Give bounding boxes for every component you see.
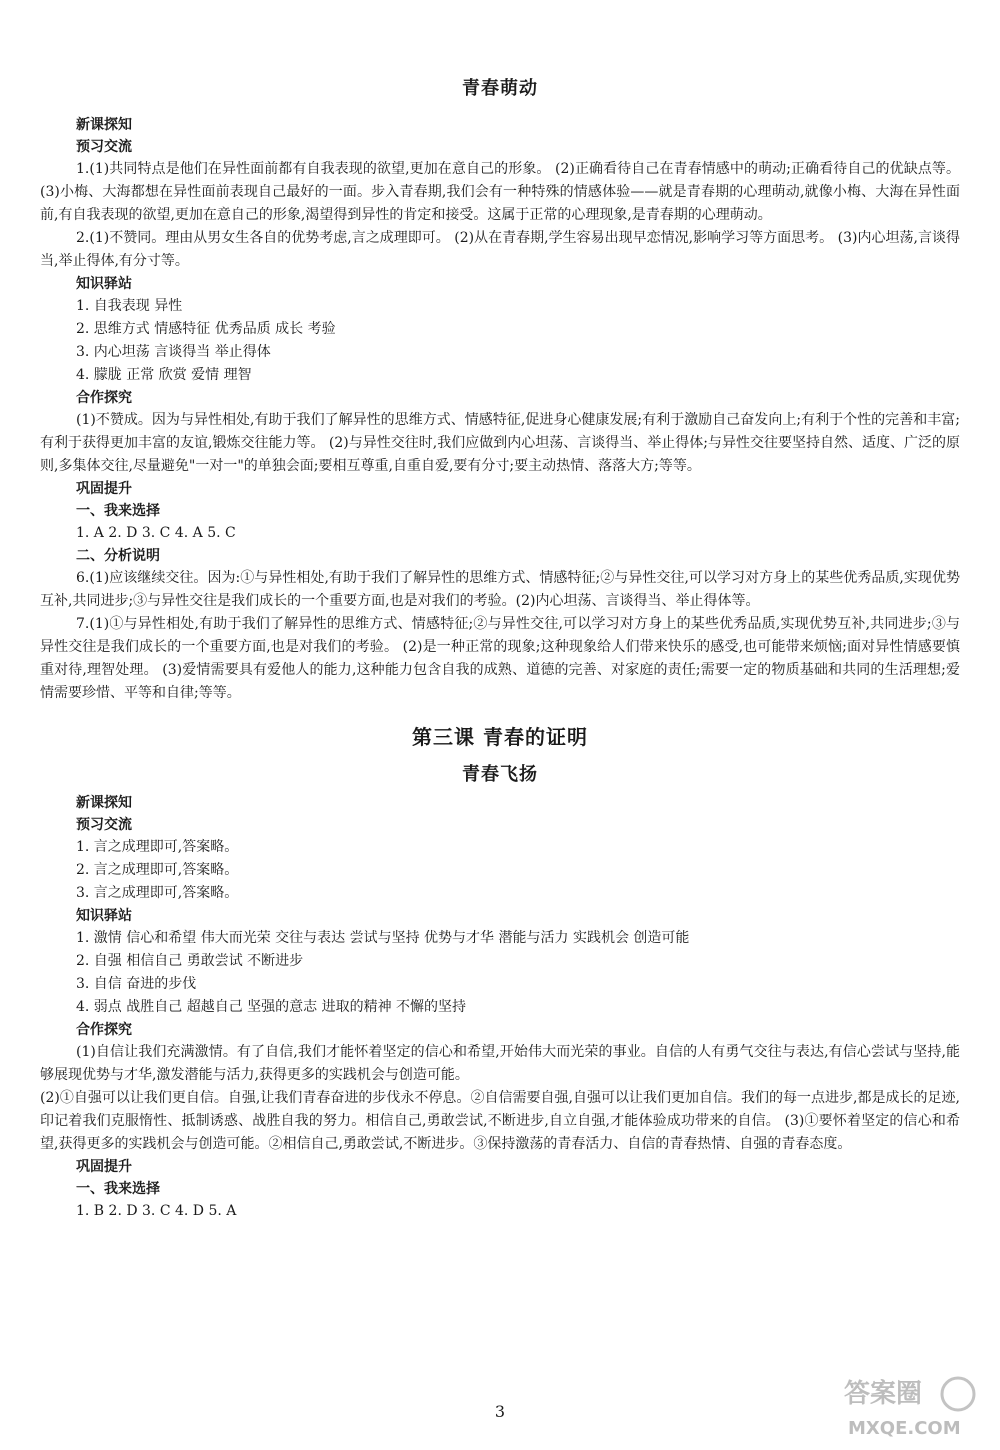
knowledge-line: 1. 激情 信心和希望 伟大而光荣 交往与表达 尝试与坚持 优势与才华 潜能与活力 实践机会 创造可能: [76, 930, 690, 946]
answer-paragraph: 2.(1)不赞同。理由从男女生各自的优势考虑,言之成理即可。 (2)从在青春期,学生容易出现早恋情况,影响学习等方面思考。 (3)内心坦荡,言谈得当,举止得体,有分寸等。: [40, 230, 960, 269]
watermark-circle: [942, 1378, 974, 1410]
answer-paragraph: 6.(1)应该继续交往。因为:①与异性相处,有助于我们了解异性的思维方式、情感特征;②与异性交往,可以学习对方身上的某些优秀品质,实现优势互补,共同进步;③与异性交往是我们成长的一个重要方面,也是对我们的考验。(2)内心坦荡、言谈得当、举止得体等。: [40, 570, 960, 609]
knowledge-line: 2. 思维方式 情感特征 优秀品质 成长 考验: [76, 321, 336, 337]
section-title: 青春飞扬: [462, 764, 538, 785]
watermark-text-top: 答案圈: [844, 1379, 923, 1409]
preview-line: 3. 言之成理即可,答案略。: [76, 885, 239, 901]
watermark-text-bottom: MXQE.COM: [848, 1418, 961, 1439]
section-title: 青春萌动: [462, 78, 538, 99]
preview-line: 1. 言之成理即可,答案略。: [76, 839, 239, 855]
heading-zhishi: 知识驿站: [76, 908, 132, 924]
heading-xuanze: 一、我来选择: [76, 503, 160, 519]
choice-answers: 1. B 2. D 3. C 4. D 5. A: [76, 1203, 237, 1219]
heading-xinke: 新课探知: [76, 795, 132, 811]
answer-paragraph: (1)自信让我们充满激情。有了自信,我们才能怀着坚定的信心和希望,开始伟大而光荣的事业。自信的人有勇气交往与表达,有信心尝试与坚持,能够展现优势与才华,激发潜能与活力,获得更多的实践机会与创造可能。: [40, 1044, 960, 1083]
knowledge-line: 4. 朦胧 正常 欣赏 爱情 理智: [76, 367, 252, 383]
heading-hezuo: 合作探究: [76, 390, 132, 406]
lesson-title: 第三课 青春的证明: [412, 725, 588, 749]
knowledge-line: 4. 弱点 战胜自己 超越自己 坚强的意志 进取的精神 不懈的坚持: [76, 999, 467, 1015]
knowledge-line: 2. 自强 相信自己 勇敢尝试 不断进步: [76, 953, 304, 969]
knowledge-line: 3. 内心坦荡 言谈得当 举止得体: [76, 344, 271, 360]
heading-xinke: 新课探知: [76, 117, 132, 133]
document-page: [40, 0, 960, 1223]
heading-yuxi: 预习交流: [76, 139, 132, 155]
page-number: 3: [494, 1402, 506, 1421]
heading-gonggu: 巩固提升: [76, 481, 132, 497]
choice-answers: 1. A 2. D 3. C 4. A 5. C: [76, 525, 236, 541]
answer-paragraph: 7.(1)①与异性相处,有助于我们了解异性的思维方式、情感特征;②与异性交往,可以学习对方身上的某些优秀品质,实现优势互补,共同进步;③与异性交往是我们成长的一个重要方面,也是对我们的考验。 (2)是一种正常的现象;这种现象给人们带来快乐的感受,也可能带来烦恼;面对异性情感要慎重对待,理智处理。 (3)爱情需要具有爱他人的能力,这种能力包含自我的成熟、道德的完善、对家庭的责任;需要一定的物质基础和共同的生活理想;爱情需要珍惜、平等和自律;等等。: [40, 616, 960, 701]
heading-yuxi: 预习交流: [76, 817, 132, 833]
preview-line: 2. 言之成理即可,答案略。: [76, 862, 239, 878]
knowledge-line: 3. 自信 奋进的步伐: [76, 976, 197, 992]
heading-fenxi: 二、分析说明: [76, 548, 160, 564]
heading-zhishi: 知识驿站: [76, 276, 132, 292]
heading-hezuo: 合作探究: [76, 1022, 132, 1038]
answer-paragraph: (2)①自强可以让我们更自信。自强,让我们青春奋进的步伐永不停息。②自信需要自强,自强可以让我们更加自信。我们的每一点进步,都是成长的足迹,印记着我们克服惰性、抵制诱惑、战胜自我的努力。相信自己,勇敢尝试,不断进步,自立自强,才能体验成功带来的自信。 (3)①要怀着坚定的信心和希望,获得更多的实践机会与创造可能。②相信自己,勇敢尝试,不断进步。③保持激荡的青春活力、自信的青春热情、自强的青春态度。: [40, 1090, 960, 1152]
heading-xuanze: 一、我来选择: [76, 1181, 160, 1197]
knowledge-line: 1. 自我表现 异性: [76, 298, 183, 314]
answer-paragraph: (1)不赞成。因为与异性相处,有助于我们了解异性的思维方式、情感特征,促进身心健康发展;有利于激励自己奋发向上;有利于个性的完善和丰富;有利于获得更加丰富的友谊,锻炼交往能力等。 (2)与异性交往时,我们应做到内心坦荡、言谈得当、举止得体;与异性交往要坚持自然、适度、广泛的原则,多集体交往,尽量避免"一对一"的单独会面;要相互尊重,自重自爱,要有分寸;要主动热情、落落大方;等等。: [40, 412, 960, 474]
heading-gonggu: 巩固提升: [76, 1159, 132, 1175]
answer-paragraph: 1.(1)共同特点是他们在异性面前都有自我表现的欲望,更加在意自己的形象。 (2)正确看待自己在青春情感中的萌动;正确看待自己的优缺点等。 (3)小梅、大海都想在异性面前表现自己最好的一面。步入青春期,我们会有一种特殊的情感体验——就是青春期的心理萌动,就像小梅、大海在异性面前,有自我表现的欲望,更加在意自己的形象,渴望得到异性的肯定和接受。这属于正常的心理现象,是青春期的心理萌动。: [40, 161, 960, 223]
watermark-logo: [840, 1372, 980, 1442]
